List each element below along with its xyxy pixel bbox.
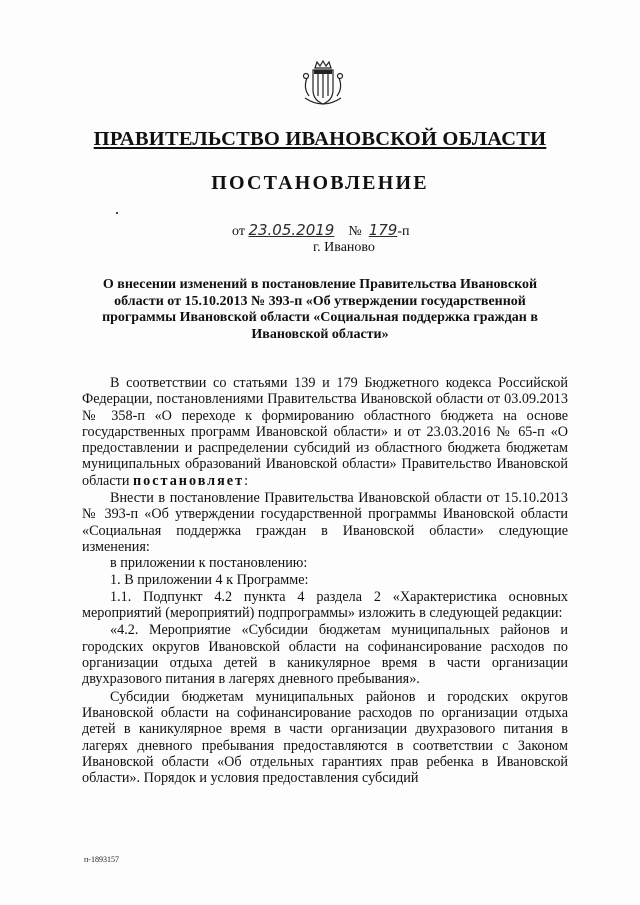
city: г. Иваново	[313, 240, 375, 255]
document-type: ПОСТАНОВЛЕНИЕ	[211, 172, 429, 194]
handwritten-date: 23.05.2019	[248, 221, 335, 239]
document-subject: О внесении изменений в постановление Правительства Ивановской области от 15.10.2013 № 393-п «Об утверждении государственной программы Ивановской области «Социальная поддержка граждан в Ивановской области»	[102, 277, 538, 342]
paragraph-basis-text: В соответствии со статьями 139 и 179 Бюджетного кодекса Российской Федерации, постановлениями Правительства Ивановской области от 03.09.2013 № 358-п «О переходе к формированию областного бюджета на основе государственных программ Ивановской области» и от 23.03.2016 № 65-п «О предоставлении и распределении субсидий из областного бюджета бюджетам муниципальных образований Ивановской области» Правительство Ивановской области	[82, 375, 568, 489]
paragraph-appendix: в приложении к постановлению:	[110, 555, 308, 572]
handwritten-number: 179	[368, 221, 398, 239]
government-title: ПРАВИТЕЛЬСТВО ИВАНОВСКОЙ ОБЛАСТИ	[93, 128, 547, 150]
date-prefix: от	[232, 224, 245, 239]
paragraph-item-1: 1. В приложении 4 к Программе:	[110, 571, 309, 588]
paragraph-item-1-1: 1.1. Подпункт 4.2 пункта 4 раздела 2 «Характеристика основных мероприятий (мероприятий) подпрограммы» изложить в следующей редакции:	[82, 588, 568, 622]
stray-dot	[116, 212, 118, 214]
footer-code: п-1893157	[84, 855, 119, 864]
resolves-colon: :	[244, 472, 249, 489]
resolves-word: постановляет	[132, 472, 245, 489]
paragraph-amend: Внести в постановление Правительства Ивановской области от 15.10.2013 № 393-п «Об утверждении государственной программы Ивановской области «Социальная поддержка граждан в Ивановской области» следующие изменения:	[82, 490, 568, 555]
coat-of-arms-icon	[299, 58, 347, 110]
paragraph-subsidies: Субсидии бюджетам муниципальных районов и городских округов Ивановской области на софинансирование расходов по организации отдыха детей в каникулярное время в части организации двухразового питания в лагерях дневного пребывания предоставляются в соответствии с Законом Ивановской области «Об отдельных гарантиях прав ребенка в Ивановской области». Порядок и условия предоставления субсидий	[82, 688, 568, 787]
number-prefix: №	[348, 224, 362, 239]
document-body	[82, 375, 568, 786]
paragraph-measure: «4.2. Мероприятие «Субсидии бюджетам муниципальных районов и городских округов Ивановской области на софинансирование расходов по организации отдыха детей в каникулярное время в части организации двухразового питания в лагерях дневного пребывания».	[82, 622, 568, 688]
date-number-line	[232, 221, 409, 240]
paragraph-basis	[82, 375, 568, 489]
number-suffix: -п	[397, 224, 410, 239]
